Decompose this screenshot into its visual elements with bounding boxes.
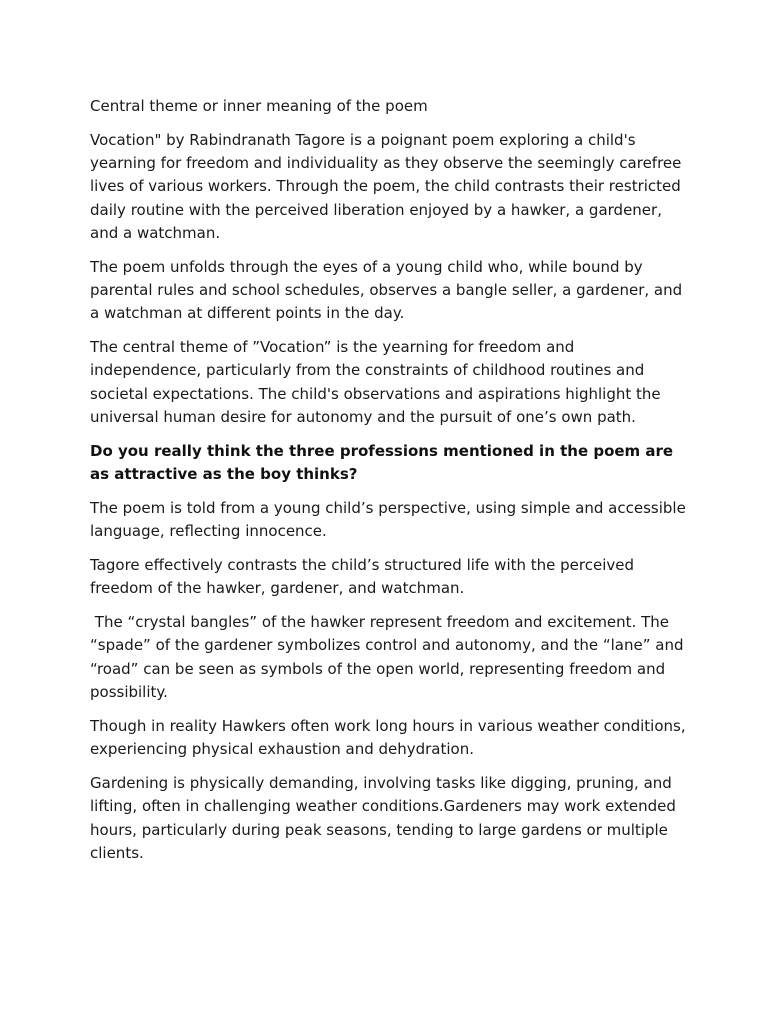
paragraph-language: The poem is told from a young child’s perspective, using simple and accessible language, reflecting innocence. xyxy=(90,498,691,541)
document-body xyxy=(90,95,690,876)
paragraph-child-perspective: The poem unfolds through the eyes of a young child who, while bound by parental rules and school schedules, observes a bangle seller, a gardener, and a watchman at different points in the day. xyxy=(90,257,687,323)
paragraph-contrast: Tagore effectively contrasts the child’s structured life with the perceived freedom of the hawker, gardener, and watchman. xyxy=(90,556,639,598)
paragraph-symbols: The “crystal bangles” of the hawker represent freedom and excitement. The “spade” of the gardener symbolizes control and autonomy, and the “lane” and “road” can be seen as symbols of the open world, representing freedom and possibility. xyxy=(90,613,689,702)
paragraph-central-theme: The central theme of ”Vocation” is the yearning for freedom and independence, particularly from the constraints of childhood routines and societal expectations. The child's observations and aspirations highlight the universal human desire for autonomy and the pursuit of one’s own path. xyxy=(90,338,666,427)
document-title: Central theme or inner meaning of the poem xyxy=(90,97,428,115)
paragraph-hawkers: Though in reality Hawkers often work long hours in various weather conditions, experiencing physical exhaustion and dehydration. xyxy=(90,716,691,759)
question-heading: Do you really think the three professions mentioned in the poem are as attractive as the boy thinks? xyxy=(90,441,679,484)
paragraph-intro: Vocation" by Rabindranath Tagore is a poignant poem exploring a child's yearning for freedom and individuality as they observe the seemingly carefree lives of various workers. Through the poem, the child contrasts their restricted daily routine with the perceived liberation enjoyed by a hawker, a gardener, and a watchman. xyxy=(90,130,687,242)
paragraph-gardening: Gardening is physically demanding, involving tasks like digging, pruning, and lifting, often in challenging weather conditions.Gardeners may work extended hours, particularly during peak seasons, tending to large gardens or multiple clients. xyxy=(90,773,681,862)
